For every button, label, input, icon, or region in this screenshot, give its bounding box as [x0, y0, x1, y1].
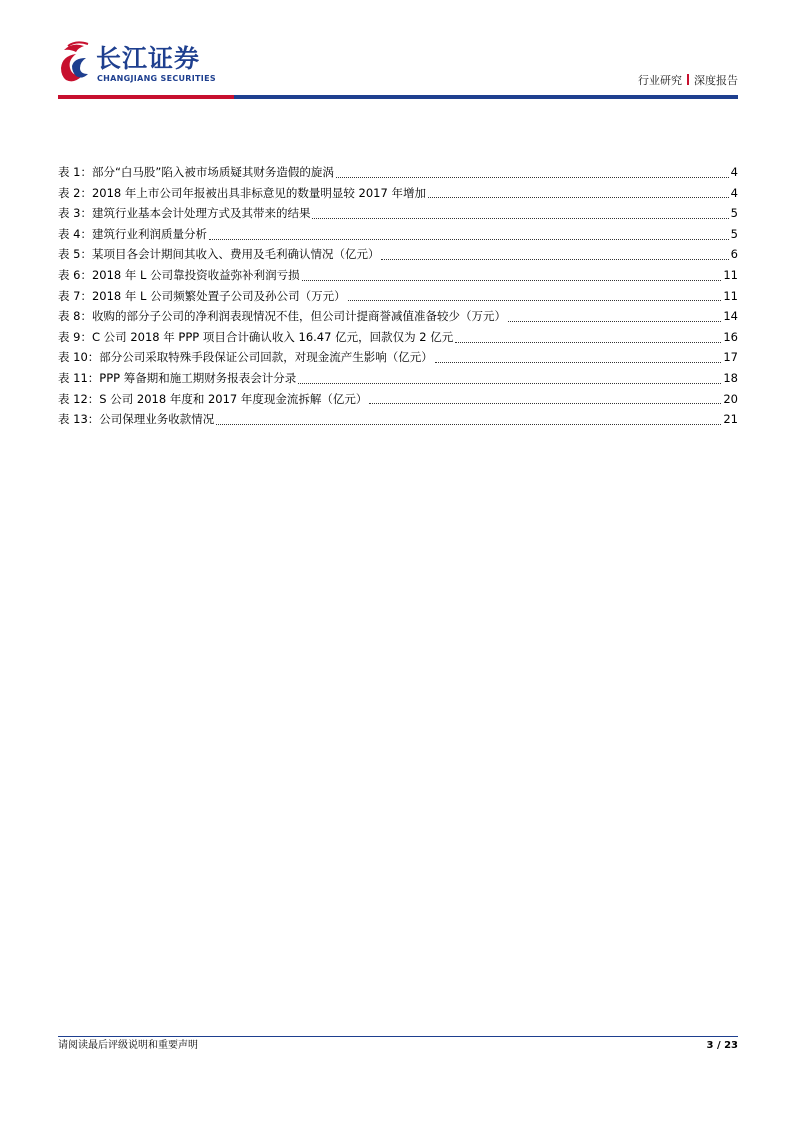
toc-entry[interactable]	[58, 265, 738, 286]
toc-entry-label: 表 11：PPP 筹备期和施工期财务报表会计分录	[58, 370, 297, 385]
table-of-contents	[58, 162, 738, 430]
toc-entry[interactable]	[58, 347, 738, 368]
toc-entry-label: 表 6：2018 年 L 公司靠投资收益弥补利润亏损	[58, 267, 300, 282]
toc-leader-dots	[435, 348, 722, 363]
toc-entry-label: 表 2：2018 年上市公司年报被出具非标意见的数量明显较 2017 年增加	[58, 185, 426, 200]
toc-leader-dots	[348, 286, 722, 301]
header-rule-blue	[234, 95, 738, 99]
footer-page-number: 3 / 23	[706, 1040, 738, 1051]
toc-leader-dots	[312, 204, 728, 219]
header-rule	[58, 95, 738, 99]
toc-entry[interactable]	[58, 183, 738, 204]
toc-entry-page: 4	[730, 185, 738, 200]
toc-leader-dots	[209, 225, 729, 240]
toc-entry-label: 表 9：C 公司 2018 年 PPP 项目合计确认收入 16.47 亿元，回款仅为 2 亿元	[58, 329, 454, 344]
company-logo	[58, 40, 248, 92]
toc-entry-page: 14	[723, 309, 738, 324]
logo-chinese-name: 长江证券	[96, 44, 201, 73]
toc-leader-dots	[381, 245, 728, 260]
toc-entry-page: 11	[723, 267, 738, 282]
toc-entry-label: 表 5：某项目各会计期间其收入、费用及毛利确认情况（亿元）	[58, 247, 380, 262]
category-industry-research: 行业研究	[638, 74, 682, 87]
toc-entry-page: 21	[723, 412, 738, 427]
toc-entry-label: 表 7：2018 年 L 公司频繁处置子公司及孙公司（万元）	[58, 288, 346, 303]
toc-entry-page: 18	[723, 370, 738, 385]
toc-leader-dots	[336, 163, 729, 178]
toc-leader-dots	[428, 183, 729, 198]
toc-leader-dots	[298, 369, 721, 384]
toc-leader-dots	[369, 389, 721, 404]
toc-entry[interactable]	[58, 327, 738, 348]
toc-leader-dots	[455, 328, 721, 343]
toc-entry[interactable]	[58, 244, 738, 265]
toc-entry[interactable]	[58, 286, 738, 307]
toc-entry-label: 表 3：建筑行业基本会计处理方式及其带来的结果	[58, 206, 311, 221]
toc-leader-dots	[216, 410, 721, 425]
toc-entry[interactable]	[58, 162, 738, 183]
toc-entry[interactable]	[58, 203, 738, 224]
category-separator	[687, 74, 689, 85]
toc-entry[interactable]	[58, 368, 738, 389]
toc-entry-label: 表 13：公司保理业务收款情况	[58, 412, 215, 427]
footer-disclaimer: 请阅读最后评级说明和重要声明	[58, 1040, 198, 1051]
toc-entry-page: 20	[723, 391, 738, 406]
toc-entry[interactable]	[58, 409, 738, 430]
toc-entry-label: 表 10：部分公司采取特殊手段保证公司回款，对现金流产生影响（亿元）	[58, 350, 433, 365]
toc-entry-page: 17	[723, 350, 738, 365]
toc-leader-dots	[508, 307, 721, 322]
header-rule-red	[58, 95, 234, 99]
report-category	[638, 74, 738, 88]
toc-entry-page: 5	[730, 226, 738, 241]
toc-entry-label: 表 12：S 公司 2018 年度和 2017 年度现金流拆解（亿元）	[58, 391, 368, 406]
footer-rule	[58, 1036, 738, 1037]
toc-entry[interactable]	[58, 389, 738, 410]
toc-entry-label: 表 1：部分“白马股”陷入被市场质疑其财务造假的旋涡	[58, 165, 334, 179]
toc-entry-page: 6	[730, 247, 738, 262]
toc-entry[interactable]	[58, 224, 738, 245]
toc-entry-page: 11	[723, 288, 738, 303]
toc-entry[interactable]	[58, 306, 738, 327]
toc-entry-label: 表 8：收购的部分子公司的净利润表现情况不佳，但公司计提商誉减值准备较少（万元）	[58, 309, 506, 324]
page-header	[58, 40, 738, 100]
toc-entry-page: 5	[730, 206, 738, 221]
toc-entry-page: 4	[730, 165, 738, 179]
toc-leader-dots	[302, 266, 722, 281]
logo-emblem-icon	[58, 40, 96, 88]
logo-english-name: CHANGJIANG SECURITIES	[97, 74, 216, 83]
toc-entry-label: 表 4：建筑行业利润质量分析	[58, 226, 207, 241]
category-in-depth-report: 深度报告	[694, 74, 738, 87]
toc-entry-page: 16	[723, 329, 738, 344]
